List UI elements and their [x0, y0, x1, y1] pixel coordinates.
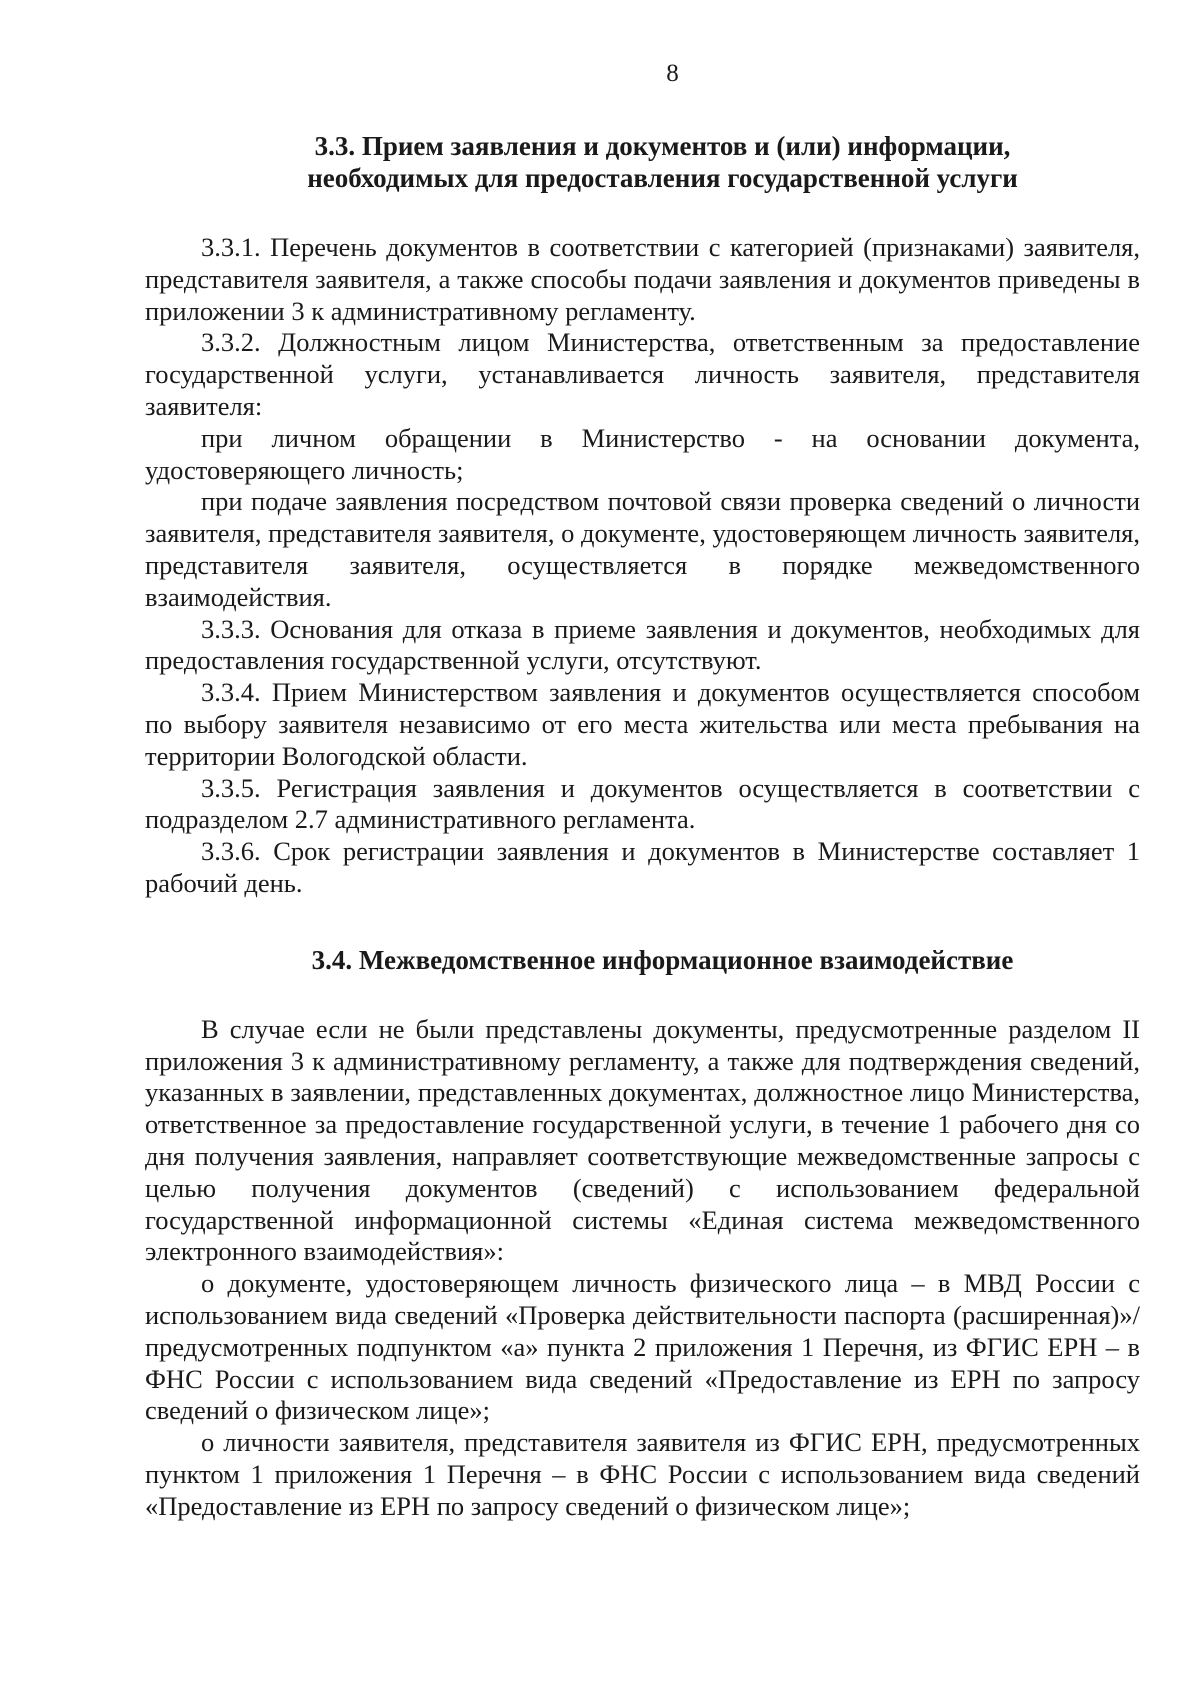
paragraph-interagency-intro: В случае если не были представлены документы, предусмотренные разделом II приложения 3 к административному регламенту, а также для подтверждения сведений, указанных в заявлении, представленных документах, должностное лицо Министерства, ответственное за предоставление государственной услуги, в течение 1 рабочего дня со дня получения заявления, направляет соответствующие межведомственные запросы с целью получения документов (сведений) с использованием федеральной государственной информационной системы «Единая система межведомственного электронного взаимодействия»:	[145, 1013, 1140, 1267]
paragraph-identity-document: о документе, удостоверяющем личность физического лица – в МВД России с использованием вида сведений «Проверка действительности паспорта (расширенная)»/предусмотренных подпунктом «а» пункта 2 приложения 1 Перечня, из ФГИС ЕРН – в ФНС России с использованием вида сведений «Предоставление из ЕРН по запросу сведений о физическом лице»;	[145, 1268, 1140, 1426]
paragraph-3-3-2: 3.3.2. Должностным лицом Министерства, ответственным за предоставление государственной услуги, устанавливается личность заявителя, представителя заявителя:	[145, 327, 1140, 421]
paragraph-3-3-6: 3.3.6. Срок регистрации заявления и документов в Министерстве составляет 1 рабочий день.	[145, 836, 1140, 898]
paragraph-personal-visit: при личном обращении в Министерство - на основании документа, удостоверяющего личность;	[145, 422, 1140, 485]
section-3-4-heading-line: 3.4. Межведомственное информационное взаимодействие	[311, 944, 1014, 975]
section-3-3-heading-line-1: 3.3. Прием заявления и документов и (или) информации,	[314, 131, 1011, 161]
paragraph-3-3-1: 3.3.1. Перечень документов в соответствии с категорией (признаками) заявителя, представителя заявителя, а также способы подачи заявления и документов приведены в приложении 3 к административному регламенту.	[145, 232, 1140, 326]
document-page	[145, 60, 1140, 1522]
page-number: 8	[666, 60, 679, 87]
paragraph-3-3-3: 3.3.3. Основания для отказа в приеме заявления и документов, необходимых для предоставления государственной услуги, отсутствуют.	[145, 613, 1140, 676]
paragraph-3-3-4: 3.3.4. Прием Министерством заявления и документов осуществляется способом по выбору заявителя независимо от его места жительства или места пребывания на территории Вологодской области.	[145, 677, 1140, 771]
paragraph-postal-submission: при подаче заявления посредством почтовой связи проверка сведений о личности заявителя, представителя заявителя, о документе, удостоверяющем личность заявителя, представителя заявителя, осуществляется в порядке межведомственного взаимодействия.	[145, 486, 1140, 612]
paragraph-3-3-5: 3.3.5. Регистрация заявления и документов осуществляется в соответствии с подразделом 2.7 административного регламента.	[145, 772, 1140, 835]
section-3-4-heading	[145, 944, 1140, 976]
section-3-3-heading-line-2: необходимых для предоставления государственной услуги	[307, 163, 1018, 193]
section-3-3-heading	[145, 130, 1140, 194]
section-3-3-body	[145, 232, 1140, 900]
section-3-4-body	[145, 1014, 1140, 1523]
paragraph-applicant-identity: о личности заявителя, представителя заявителя из ФГИС ЕРН, предусмотренных пунктом 1 приложения 1 Перечня – в ФНС России с использованием вида сведений «Предоставление из ЕРН по запросу сведений о физическом лице»;	[145, 1427, 1140, 1521]
section-spacer	[145, 900, 1140, 944]
